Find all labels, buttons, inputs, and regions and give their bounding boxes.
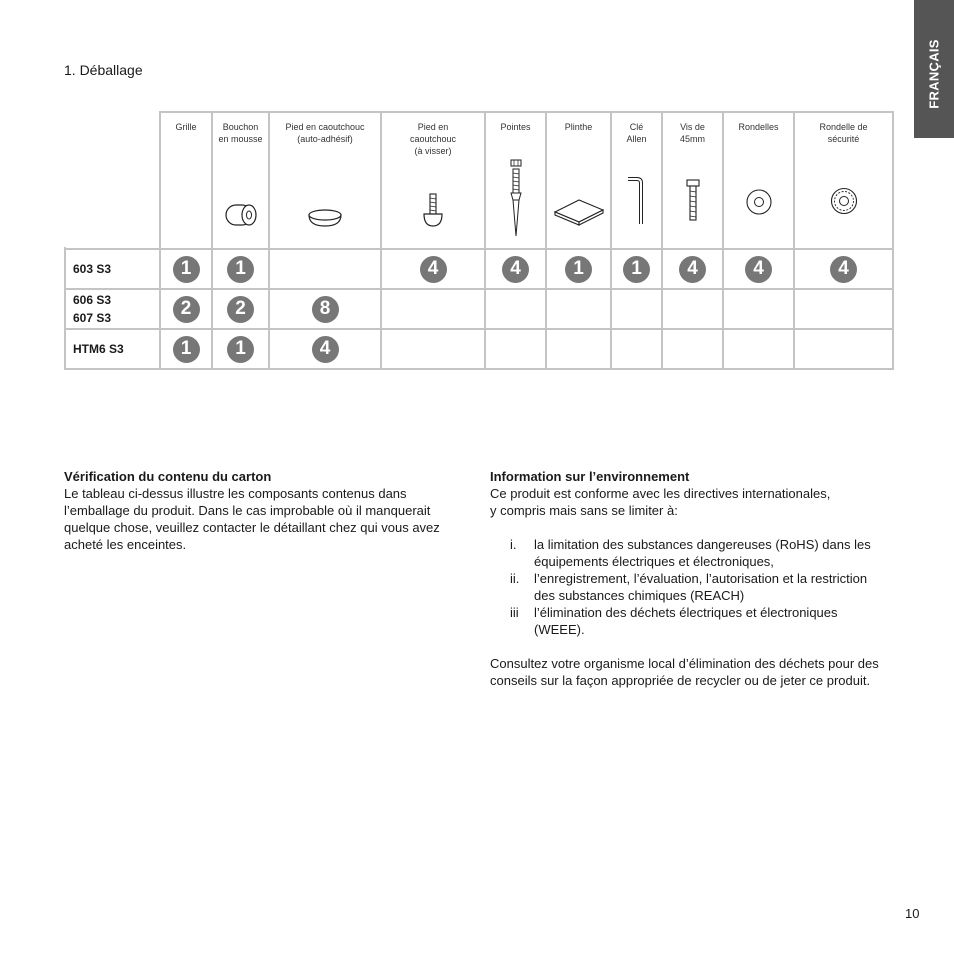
- col-rubber-foot-adhesive: [270, 113, 382, 250]
- qty-badge: 4: [830, 256, 857, 283]
- col-screw: [663, 113, 724, 250]
- list-item-text: la limitation des substances dangereuses (RoHS) dans les équipements électriques et électroniques,: [534, 537, 871, 569]
- environment-closing: Consultez votre organisme local d’élimination des déchets pour des conseils sur la façon appropriée de recycler ou de jeter ce produit.: [490, 656, 879, 688]
- qty-badge: 4: [420, 256, 447, 283]
- list-item-text: l’enregistrement, l’évaluation, l’autorisation et la restriction des substances chimiques (REACH): [534, 571, 868, 603]
- qty-badge: 4: [745, 256, 772, 283]
- column-label: Vis de 45mm: [679, 122, 705, 144]
- list-item-number: iii: [510, 605, 519, 620]
- parts-table: [64, 111, 894, 370]
- qty-cell: [795, 250, 892, 290]
- qty-cell: [213, 290, 270, 330]
- qty-cell: [213, 250, 270, 290]
- model-name: 603 S3: [66, 250, 161, 290]
- column-label: Pied en caoutchouc (à visser): [409, 122, 457, 156]
- qty-cell: [161, 250, 213, 290]
- qty-badge: 2: [227, 296, 254, 323]
- column-label: Clé Allen: [626, 122, 647, 144]
- qty-cell: [724, 250, 795, 290]
- qty-badge: 1: [623, 256, 650, 283]
- spike-icon: [486, 158, 545, 238]
- qty-cell-empty: [547, 330, 612, 368]
- environment-heading: Information sur l’environnement: [490, 469, 690, 484]
- carton-contents-heading: Vérification du contenu du carton: [64, 469, 272, 484]
- table-row: [66, 330, 892, 368]
- carton-contents-section: [64, 468, 464, 553]
- allen-key-icon: [612, 176, 661, 226]
- environment-intro-line-2: y compris mais sans se limiter à:: [490, 503, 678, 518]
- list-item: [490, 604, 890, 638]
- list-item: [490, 570, 890, 604]
- column-label: Pointes: [500, 122, 531, 132]
- model-name: 606 S3 607 S3: [66, 290, 161, 330]
- qty-badge: 1: [227, 336, 254, 363]
- language-tab-label: FRANÇAIS: [926, 39, 942, 109]
- table-blank-corner: [64, 109, 159, 247]
- list-item-text: l’élimination des déchets électriques et électroniques (WEEE).: [534, 605, 838, 637]
- col-washers: [724, 113, 795, 250]
- language-tab: [914, 0, 954, 138]
- qty-cell: [612, 250, 663, 290]
- col-lock-washer: [795, 113, 892, 250]
- col-rubber-foot-screw: [382, 113, 486, 250]
- column-label: Bouchon en mousse: [218, 122, 263, 144]
- column-label: Pied en caoutchouc (auto-adhésif): [285, 122, 365, 144]
- plinth-icon: [547, 198, 610, 228]
- qty-cell-empty: [795, 330, 892, 368]
- col-plinth: [547, 113, 612, 250]
- rubber-foot-screw-icon: [382, 192, 484, 228]
- qty-badge: 1: [565, 256, 592, 283]
- qty-cell-empty: [270, 250, 382, 290]
- qty-cell: [161, 330, 213, 368]
- column-label: Plinthe: [564, 122, 593, 132]
- qty-cell-empty: [486, 290, 547, 330]
- qty-cell: [547, 250, 612, 290]
- screw-icon: [663, 178, 722, 222]
- qty-badge: 4: [679, 256, 706, 283]
- qty-cell: [663, 250, 724, 290]
- qty-cell-empty: [486, 330, 547, 368]
- list-item: [490, 536, 890, 570]
- qty-cell-empty: [663, 330, 724, 368]
- column-label: Rondelles: [738, 122, 779, 132]
- col-spikes: [486, 113, 547, 250]
- table-row: [66, 250, 892, 290]
- qty-badge: 4: [502, 256, 529, 283]
- col-grille: [161, 113, 213, 250]
- environment-intro-line-1: Ce produit est conforme avec les directives internationales,: [490, 486, 831, 501]
- qty-cell-empty: [382, 330, 486, 368]
- header-row: [66, 113, 892, 250]
- col-foam-bung: [213, 113, 270, 250]
- directive-list: [490, 536, 890, 638]
- qty-cell-empty: [724, 290, 795, 330]
- qty-badge: 1: [227, 256, 254, 283]
- page-number: 10: [905, 906, 920, 921]
- column-label: Grille: [175, 122, 197, 132]
- qty-cell: [270, 290, 382, 330]
- qty-cell: [213, 330, 270, 368]
- column-label: Rondelle de sécurité: [819, 122, 868, 144]
- carton-contents-body: Le tableau ci-dessus illustre les composants contenus dans l’emballage du produit. Dans le cas improbable où il manquerait quelque chose, veuillez contacter le détaillant chez qui vous avez acheté les enceintes.: [64, 486, 440, 552]
- rubber-foot-adhesive-icon: [270, 206, 380, 228]
- qty-cell: [161, 290, 213, 330]
- col-allen-key: [612, 113, 663, 250]
- qty-badge: 4: [312, 336, 339, 363]
- qty-cell: [270, 330, 382, 368]
- lock-washer-icon: [795, 186, 892, 216]
- qty-cell: [486, 250, 547, 290]
- qty-cell-empty: [612, 290, 663, 330]
- washer-icon: [724, 188, 793, 216]
- qty-cell-empty: [795, 290, 892, 330]
- environment-section: [490, 468, 890, 689]
- list-item-number: ii.: [510, 571, 520, 586]
- qty-cell-empty: [382, 290, 486, 330]
- foam-bung-icon: [213, 202, 268, 228]
- section-title: 1. Déballage: [64, 62, 143, 78]
- qty-cell-empty: [612, 330, 663, 368]
- qty-cell-empty: [663, 290, 724, 330]
- qty-cell-empty: [547, 290, 612, 330]
- list-item-number: i.: [510, 537, 517, 552]
- model-name: HTM6 S3: [66, 330, 161, 368]
- qty-badge: 8: [312, 296, 339, 323]
- qty-cell: [382, 250, 486, 290]
- table-row: [66, 290, 892, 330]
- qty-badge: 1: [173, 256, 200, 283]
- qty-badge: 1: [173, 336, 200, 363]
- qty-badge: 2: [173, 296, 200, 323]
- qty-cell-empty: [724, 330, 795, 368]
